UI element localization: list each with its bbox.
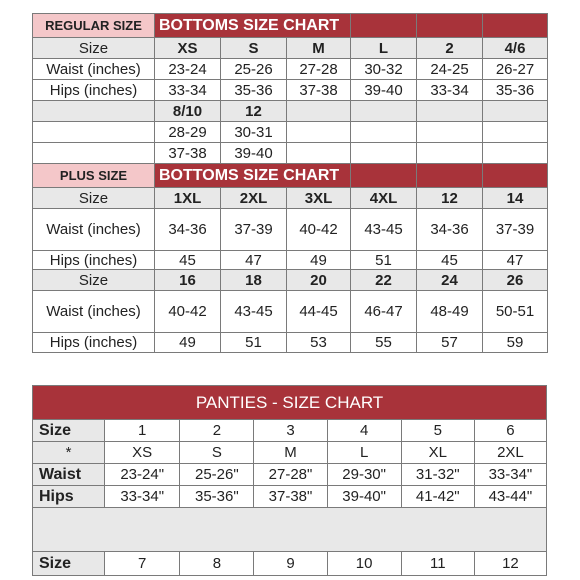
bottoms-size-chart-table	[32, 13, 548, 353]
table-row: Waist (inches) 34-36 37-39 40-42 43-45 34-36 37-39	[33, 209, 548, 251]
table-row: Size 7 8 9 10 11 12	[33, 552, 547, 576]
regular-size-label: REGULAR SIZE	[33, 14, 155, 38]
table-row: Size 1XL 2XL 3XL 4XL 12 14	[33, 188, 548, 209]
table-row: Hips (inches) 45 47 49 51 45 47	[33, 251, 548, 270]
table-row: Hips (inches) 33-34 35-36 37-38 39-40 33-34 35-36	[33, 80, 548, 101]
table-row: Waist (inches) 23-24 25-26 27-28 30-32 24-25 26-27	[33, 59, 548, 80]
table-row: 37-38 39-40	[33, 143, 548, 164]
plus-size-label: PLUS SIZE	[33, 164, 155, 188]
table-row: Size XS S M L 2 4/6	[33, 38, 548, 59]
plus-bottoms-size-chart-title: BOTTOMS SIZE CHART	[155, 164, 351, 188]
bottoms-size-chart-title: BOTTOMS SIZE CHART	[155, 14, 351, 38]
table-row: 8/10 12	[33, 101, 548, 122]
table-row: Size 1 2 3 4 5 6	[33, 420, 547, 442]
table-row: Size 16 18 20 22 24 26	[33, 270, 548, 291]
table-row: * XS S M L XL 2XL	[33, 442, 547, 464]
table-row: Waist (inches) 40-42 43-45 44-45 46-47 48-49 50-51	[33, 291, 548, 333]
table-row: 28-29 30-31	[33, 122, 548, 143]
spacer-row	[33, 508, 547, 552]
table-row: Hips 33-34" 35-36" 37-38" 39-40" 41-42" 43-44"	[33, 486, 547, 508]
table-row: Hips (inches) 49 51 53 55 57 59	[33, 333, 548, 353]
panties-size-chart-title: PANTIES - SIZE CHART	[33, 386, 547, 420]
panties-size-chart-table	[32, 385, 547, 576]
table-row: Waist 23-24" 25-26" 27-28" 29-30" 31-32" 33-34"	[33, 464, 547, 486]
